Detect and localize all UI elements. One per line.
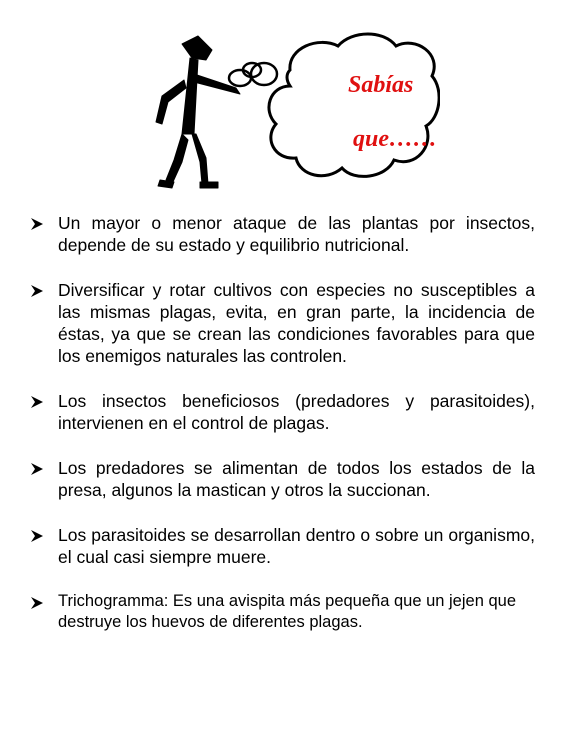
facts-list — [30, 212, 535, 656]
header-illustration — [140, 30, 440, 205]
fact-text: Un mayor o menor ataque de las plantas por insectos, depende de su estado y equilibrio nutricional. — [58, 213, 535, 255]
fact-text: Los insectos beneficiosos (predadores y parasitoides), intervienen en el control de plagas. — [58, 391, 535, 433]
stick-figure-thinking-icon — [140, 30, 440, 205]
arrowhead-bullet-icon — [30, 462, 44, 476]
list-item — [30, 212, 535, 256]
list-item — [30, 524, 535, 568]
arrowhead-bullet-icon — [30, 284, 44, 298]
arrowhead-bullet-icon — [30, 596, 44, 610]
thought-cloud-icon — [269, 34, 439, 176]
arrowhead-bullet-icon — [30, 529, 44, 543]
list-item — [30, 457, 535, 501]
list-item — [30, 279, 535, 367]
cloud-title-line1: Sabías — [348, 72, 414, 98]
fact-text: Diversificar y rotar cultivos con especies no susceptibles a las mismas plagas, evita, en gran parte, la incidencia de éstas, ya que se crean las condiciones favorables para que los enemigos naturales las controlen. — [58, 280, 535, 366]
fact-text: Los parasitoides se desarrollan dentro o sobre un organismo, el cual casi siempre muere. — [58, 525, 535, 567]
arrowhead-bullet-icon — [30, 217, 44, 231]
list-item — [30, 390, 535, 434]
list-item — [30, 591, 528, 633]
fact-text: Los predadores se alimentan de todos los estados de la presa, algunos la mastican y otros la succionan. — [58, 458, 535, 500]
arrowhead-bullet-icon — [30, 395, 44, 409]
cloud-title-line2: que…… — [353, 126, 437, 152]
fact-text: Trichogramma: Es una avispita más pequeña que un jejen que destruye los huevos de diferentes plagas. — [58, 592, 516, 631]
